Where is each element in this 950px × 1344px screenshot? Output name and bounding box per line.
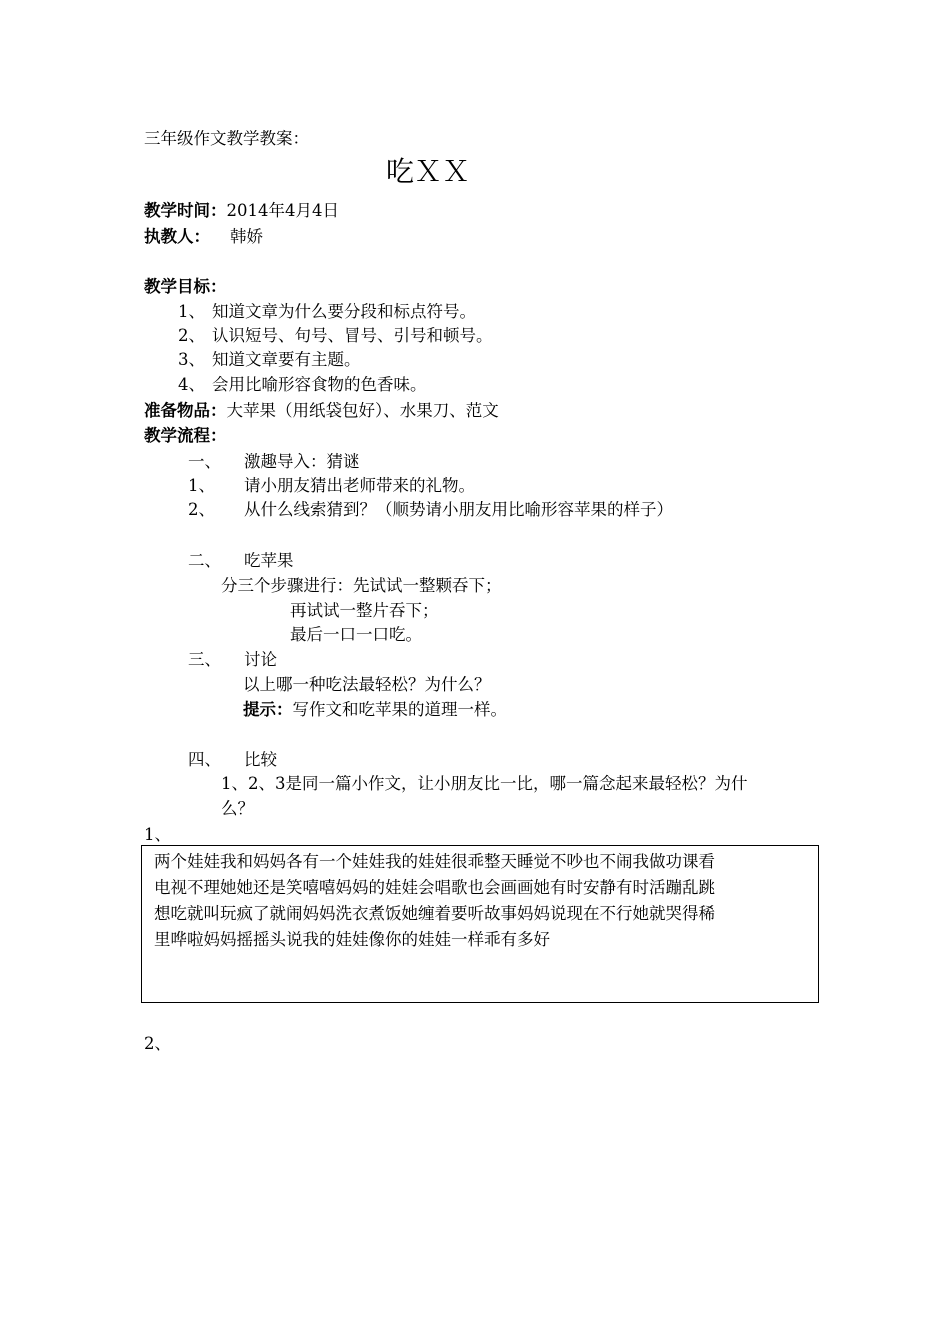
teacher [144, 225, 263, 249]
section-four [188, 748, 277, 772]
list-text: 从什么线索猜到？（顺势请小朋友用比喻形容苹果的样子） [244, 500, 673, 519]
list-text: 请小朋友猜出老师带来的礼物。 [244, 476, 475, 495]
list-number: 1、 [188, 476, 215, 495]
process-heading: 教学流程： [144, 426, 227, 445]
goal-text: 知道文章为什么要分段和标点符号。 [212, 302, 476, 321]
discussion-question: 以上哪一种吃法最轻松？为什么？ [243, 675, 491, 694]
compare-text: 1、2、3是同一篇小作文，让小朋友比一比，哪一篇念起来最轻松？为什 [221, 774, 748, 793]
section-three [188, 648, 277, 672]
section-number: 四、 [188, 750, 221, 769]
list-item [188, 474, 475, 498]
section-one [188, 450, 360, 474]
sample-line: 电视不理她她还是笑嘻嘻妈妈的娃娃会唱歌也会画画她有时安静有时活蹦乱跳 [154, 878, 715, 897]
sample-label-1: 1、 [144, 825, 171, 844]
goal-text: 知道文章要有主题。 [212, 350, 361, 369]
goals-heading: 教学目标： [144, 277, 227, 296]
goal-text: 会用比喻形容食物的色香味。 [212, 375, 427, 394]
goal-item [178, 348, 361, 372]
list-number: 2、 [188, 500, 215, 519]
goal-item [178, 324, 493, 348]
goal-number: 2、 [178, 326, 205, 345]
goal-item [178, 373, 427, 397]
teaching-time [144, 199, 339, 223]
list-item [188, 498, 673, 522]
section-number: 三、 [188, 650, 221, 669]
goal-number: 1、 [178, 302, 205, 321]
sample-line: 里哗啦妈妈摇摇头说我的娃娃像你的娃娃一样乖有多好 [154, 930, 550, 949]
subtitle: 三年级作文教学教案： [144, 129, 309, 148]
teaching-time-label: 教学时间： [144, 201, 227, 220]
sample-label-2: 2、 [144, 1034, 171, 1053]
section-two [188, 549, 294, 573]
hint-label: 提示： [243, 700, 293, 719]
goal-number: 3、 [178, 350, 205, 369]
step-line: 最后一口一口吃。 [290, 625, 422, 644]
materials [144, 399, 499, 423]
hint-text: 写作文和吃苹果的道理一样。 [292, 700, 507, 719]
materials-label: 准备物品： [144, 401, 227, 420]
goal-item [178, 300, 476, 324]
discussion-hint [243, 698, 507, 722]
section-title: 激趣导入：猜谜 [244, 452, 360, 471]
section-number: 二、 [188, 551, 221, 570]
section-number: 一、 [188, 452, 221, 471]
step-line: 再试试一整片吞下； [290, 601, 439, 620]
teacher-name: 韩娇 [230, 227, 263, 246]
step-line: 分三个步骤进行：先试试一整颗吞下； [221, 576, 502, 595]
teacher-label: 执教人： [144, 227, 210, 246]
materials-value: 大苹果（用纸袋包好）、水果刀、范文 [226, 401, 499, 420]
section-title: 吃苹果 [244, 551, 294, 570]
page-title: 吃ＸＸ [386, 155, 471, 188]
goal-text: 认识短号、句号、冒号、引号和顿号。 [212, 326, 493, 345]
teaching-time-value: 2014年4月4日 [226, 201, 339, 220]
goal-number: 4、 [178, 375, 205, 394]
sample-line: 想吃就叫玩疯了就闹妈妈洗衣煮饭她缠着要听故事妈妈说现在不行她就哭得稀 [154, 904, 715, 923]
compare-text-cont: 么？ [221, 799, 254, 818]
sample-line: 两个娃娃我和妈妈各有一个娃娃我的娃娃很乖整天睡觉不吵也不闹我做功课看 [154, 852, 715, 871]
section-title: 讨论 [244, 650, 277, 669]
sample-text-box [141, 845, 819, 1003]
section-title: 比较 [244, 750, 277, 769]
